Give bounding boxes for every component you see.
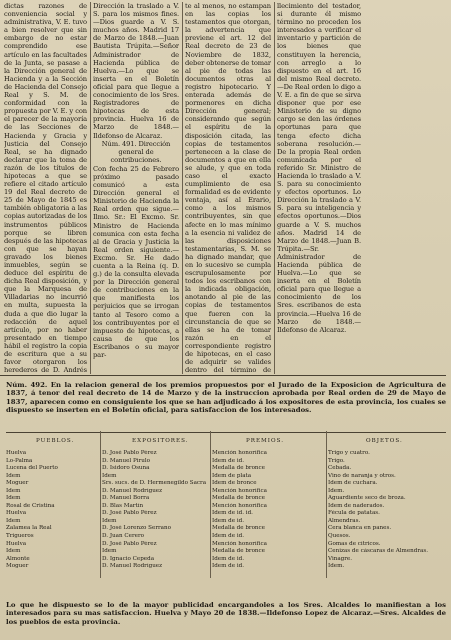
cell-premio: Medalla de bronce: [212, 495, 265, 502]
header-premios: PREMIOS.: [246, 438, 284, 444]
cell-pueblo: Lo-Palma: [6, 457, 33, 464]
top-columns: [4, 2, 450, 376]
cell-pueblo: Idem: [6, 548, 21, 555]
column-4: [277, 2, 361, 374]
cell-objeto: Cera blanca en panes.: [328, 525, 392, 532]
column-4-text: llecimiento del testador, si durante él mismo término no proceden los interesados a verificar el inventario y partición de los bienes que constituyen la herencia, con arreglo a lo dispuesto en el art. 16 del mismo Real decreto.—De Real orden lo digo a V. E. a fin de que se sirva disponer que por ese Ministerio de su digno cargo se den las órdenes oportunas para que tenga efecto dicha soberana resolución.—De la propia Real orden comunicada por el referido Sr. Ministro de Hacienda lo traslado a V. S. para su conocimiento y efectos oportunos. Lo Dirección la traslado a V. S. para su inteligencia y efectos oportunos.—Dios guarde a V. S. muchos años. Madrid 14 de Marzo de 1848.—Juan B. Trúpita.—Sr. Administrador de Hacienda pública de Huelva.—Lo que se inserta en el Boletín oficial para que llegue a conocimiento de los Sres. escribanos de esta provincia.—Huelva 16 de Marzo de 1848.—Ildefonso de Alcaraz.: [277, 2, 361, 334]
column-2-body-text: Con fecha 25 de Febrero próximo pasado comunicó a esta Dirección general el Ministerio de Hacienda la Real orden que sigue.—Ilmo. Sr.: El Excmo. Sr. Ministro de Hacienda comunica con esta fecha al de Gracia y Justicia la Real orden siguiente.—Excmo. Sr. He dado cuenta a la Reina (q. D. g.) de la consulta elevada por la Dirección general de contribuciones en la que manifiesta los perjuicios que se irrogan tanto al Tesoro como a los contribuyentes por el impuesto de hipotecas, a causa de que los Escribanos o su mayor par-: [93, 164, 179, 360]
cell-pueblo: Huelva: [6, 450, 27, 456]
header-expositores: EXPOSITORES.: [132, 438, 189, 444]
table-row: [6, 556, 446, 564]
cell-objeto: Idem de cuchara.: [328, 480, 378, 487]
table-row: [6, 473, 446, 481]
column-1-text: dictas razones de conveniencia social y administrativa, V. E. tuvo a bien resolver que sin embargo de no estar comprendido ese artículo en las facultades de la Junta, se pasase a la Dirección general de Hacienda y a la Sección de Hacienda del Consejo Real y S. M. de conformidad con la propuesta por V. E. y con el parecer de la mayoría de las Secciones de Hacienda y Gracia y Justicia del Consejo Real, se ha dignado declarar que la toma de razón de los títulos de hipotecas a que se refiere el citado artículo 19 del Real decreto de 25 de Mayo de 1845 es también obligatoria a las copias autorizadas de los instrumentos públicos porque se libren después de las hipotecas con que se hayan gravado los bienes inmuebles, según se deduce del espíritu de dicha Real disposición, y que la Marquesa de Villadarias no incurrió en multa, supuesta la duda a que dio lugar la redacción de aquel artículo, por no haber presentado en tiempo hábil el registro la copia de escritura que a su favor otorgaron los herederos de D. Andrés: [4, 2, 87, 374]
cell-premio: Medalla de bronce: [212, 465, 265, 472]
table-header: [6, 404, 446, 444]
cell-objeto: Quesos.: [328, 533, 351, 540]
column-3-text: te al menos, no estampan en las copias los testamentos que otorgan, la advertencia que previene el art. 12 del Real decreto de 23 de Noviembre de 1832, deber obtenerse de tomar al pie de todas las documentos otras al registro hipotecario. Y enterada además de pormenores en dicha Dirección general; considerando que según el espíritu de la disposición citada, las copias de testamentos pertenecen a la clase de documentos a que en ella se alude, y que en toda caso el exacto cumplimiento de esa formalidad es de evidente ventaja, así al Erario, como a los mismos contribuyentes, sin que afecte en lo mas mínimo a la esencia ni validez de las disposiciones testamentarias, S. M. se ha dignado mandar, que en lo sucesivo se cumpla escrupulosamente por todos los escribanos con la indicada obligación, anotando al pie de las copias de testamentos que fueren con la circunstancia de que se ellas se ha de tomar razón en el correspondiente registro de hipotecas, en el caso de adquirir se valides dentro del término de: [185, 2, 271, 374]
header-objetos: OBJETOS.: [366, 438, 403, 444]
cell-pueblo: Idem: [6, 487, 21, 494]
cell-pueblo: Trigueros: [6, 533, 34, 540]
cell-pueblo: Idem: [6, 472, 21, 479]
cell-expositor: Idem: [102, 472, 117, 479]
cell-premio: Medalla de bronce: [212, 525, 265, 532]
header-pueblos: PUEBLOS.: [36, 438, 75, 444]
cell-pueblo: Zalamea la Real: [6, 525, 52, 532]
cell-objeto: Cenizas de cáscaras de Almendras.: [328, 548, 428, 555]
column-rule: [90, 2, 91, 374]
cell-objeto: Idem de naderados.: [328, 502, 385, 509]
cell-objeto: Almendras.: [328, 517, 361, 524]
cell-expositor: D. José Pablo Pérez: [102, 450, 157, 456]
cell-pueblo: Idem: [6, 517, 21, 524]
cell-premio: Idem de bronce: [212, 480, 257, 487]
cell-objeto: Trigo y cuatro.: [328, 450, 370, 456]
cell-pueblo: Huelva: [6, 540, 27, 547]
cell-pueblo: Lucena del Puerto: [6, 465, 58, 472]
cell-expositor: D. Manuel Rodríguez: [102, 487, 163, 494]
table-row: [6, 450, 446, 458]
prizes-table: [6, 404, 446, 570]
notice-492: Núm. 492. En la relacion general de los premios propuestos por el Jurado de la Exposicion de Agricultura de 1837, á tenor del real decreto de 14 de Marzo y de la instruccion aprobada por Real orden de 29 de Mayo de 1837, aparecen como en consiguiente los que se han adjudicado á los expositores de esta provincia, los cuales se dispuesto se inserten en el Boletín oficial, para satisfaccion de los interesados.: [6, 381, 446, 414]
table-row: [6, 458, 446, 466]
section-divider: [0, 375, 446, 376]
cell-objeto: Gomas de cítricos.: [328, 540, 381, 547]
cell-expositor: D. José Pablo Pérez: [102, 510, 157, 517]
table-row: [6, 541, 446, 549]
cell-premio: Mención honorífica: [212, 450, 267, 456]
table-row: [6, 525, 446, 533]
article-heading-491: Núm. 491. Dirección general de contribuciones.: [101, 139, 171, 164]
table-row: [6, 510, 446, 518]
cell-pueblo: Huelva: [6, 510, 27, 517]
cell-expositor: Idem: [102, 517, 117, 524]
cell-expositor: D. Manuel Borra: [102, 495, 150, 502]
column-2: [93, 2, 179, 374]
table-row: [6, 533, 446, 541]
table-row: [6, 548, 446, 556]
cell-expositor: D. Manuel Rodríguez: [102, 563, 163, 570]
cell-expositor: D. José Pablo Pérez: [102, 540, 157, 547]
cell-premio: Idem de id.: [212, 563, 245, 570]
cell-premio: Medalla de bronce: [212, 548, 265, 555]
cell-expositor: Srs. sucs. de D. Hermenegildo Sacra: [102, 480, 207, 487]
cell-pueblo: Moguer: [6, 563, 29, 570]
closing-paragraph: Lo que he dispuesto se lo de la mayor publicidad encargandoles a los Sres. Alcaldes lo manifiestan a los interesados para su mas satisfaccion. Huelva y Mayo 20 de 1838.—Ildefonso Lopez de Alcaraz.—Sres. Alcaldes de los pueblos de esta provincia.: [6, 601, 446, 626]
column-2-top-text: Dirección la traslado a V. S. para los mismos fines.—Dios guarde a V. S. muchos años. Madrid 17 de Marzo de 1848.—Juan Bautista Trúpita.—Señor Administrador de Hacienda pública de Huelva.—Lo que se inserta en el Boletín oficial para que llegue a conocimiento de los Sres. Registradores de hipotecas de esta provincia. Huelva 16 de Marzo de 1848.—Ildefonso de Alcaraz.: [93, 2, 179, 140]
column-3: [185, 2, 271, 374]
cell-expositor: D. Manuel Pirulo: [102, 457, 150, 464]
table-row: [6, 503, 446, 511]
column-1: [4, 2, 87, 374]
cell-objeto: Fécula de patatas.: [328, 510, 380, 517]
cell-objeto: Vinagre.: [328, 555, 353, 562]
cell-premio: Idem de id. id.: [212, 510, 253, 517]
table-row: [6, 495, 446, 503]
cell-objeto: Trigo.: [328, 457, 345, 464]
cell-premio: Idem de plata: [212, 472, 252, 479]
column-rule: [274, 2, 275, 374]
cell-premio: Mención honorífica: [212, 540, 267, 547]
cell-objeto: Aguardiente seco de broza.: [328, 495, 406, 502]
cell-premio: Idem de id.: [212, 555, 245, 562]
cell-objeto: Idem.: [328, 563, 345, 570]
cell-expositor: D. Juan Cerero: [102, 533, 145, 540]
cell-premio: Idem de id.: [212, 457, 245, 464]
column-rule: [182, 2, 183, 374]
table-row: [6, 488, 446, 496]
table-row: [6, 518, 446, 526]
cell-objeto: Idem.: [328, 487, 345, 494]
cell-pueblo: Idem: [6, 495, 21, 502]
cell-premio: Idem de id.: [212, 533, 245, 540]
table-row: [6, 465, 446, 473]
cell-pueblo: Moguer: [6, 480, 29, 487]
cell-objeto: Vino de naranja y otros.: [328, 472, 396, 479]
table-row: [6, 480, 446, 488]
cell-premio: Mención honorífica: [212, 502, 267, 509]
table-row: [6, 563, 446, 571]
cell-expositor: D. José Lorenzo Serrano: [102, 525, 171, 532]
cell-expositor: Idem: [102, 548, 117, 555]
cell-expositor: D. Blas Martín: [102, 502, 144, 509]
cell-pueblo: Almonte: [6, 555, 30, 562]
cell-pueblo: Rosal de Cristina: [6, 502, 55, 509]
cell-premio: Mención honorífica: [212, 487, 267, 494]
cell-objeto: Cebada.: [328, 465, 352, 472]
cell-expositor: D. Ignacio Cepeda: [102, 555, 155, 562]
cell-premio: Idem de id.: [212, 517, 245, 524]
cell-expositor: D. Isidoro Osuna: [102, 465, 150, 472]
